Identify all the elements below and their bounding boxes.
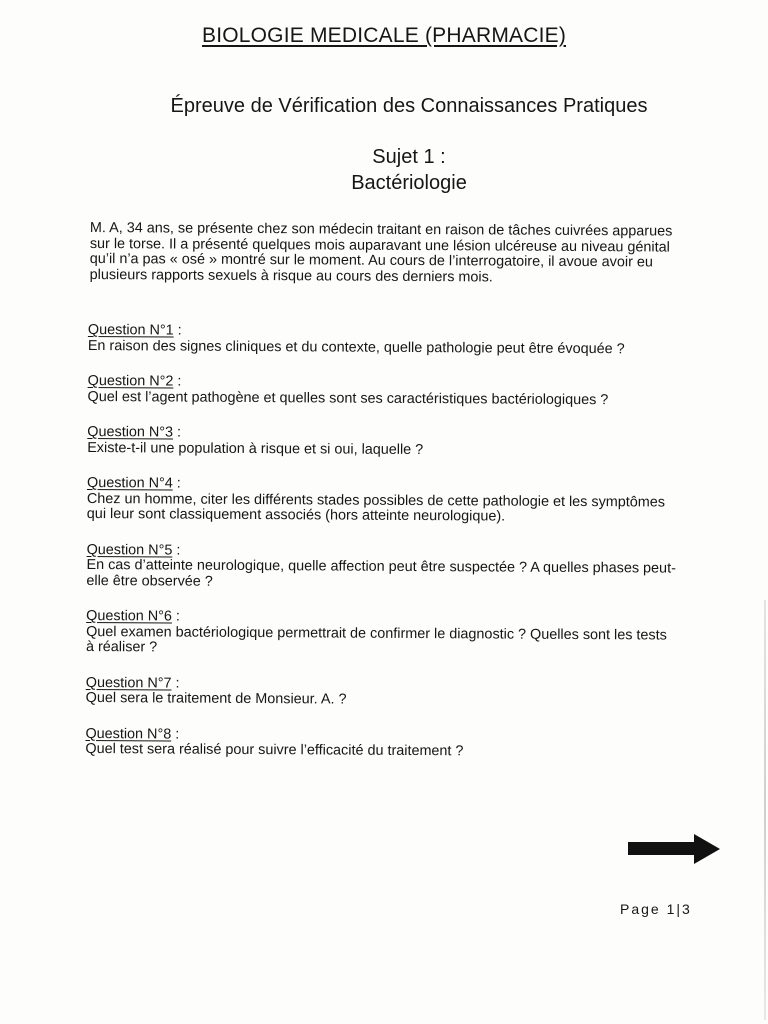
discipline-title: Bactériologie [351,172,467,194]
question-label: Question N°2 [87,372,174,390]
question-colon: : [172,475,181,492]
sujet-number: Sujet 1 : [372,146,446,168]
question-2 [87,374,727,409]
sujet-block [0,144,768,196]
scan-edge [764,600,766,1020]
question-text: Existe-t-il une population à risque et si oui, laquelle ? [87,439,424,458]
question-5 [86,542,726,592]
question-8 [85,726,725,761]
question-list [85,323,728,761]
question-text: Quel examen bactériologique permettrait de confirmer le diagnostic ? Quelles sont les tests [86,623,667,644]
question-label: Question N°6 [86,607,173,625]
question-text: Quel sera le traitement de Monsieur. A. ? [85,689,347,708]
question-colon: : [171,675,180,692]
intro-line: sur le torse. Il a présenté quelques mois auparavant une lésion ulcéreuse au niveau génital [89,235,670,256]
intro-line: qu’il n’a pas « osé » montré sur le moment. Au cours de l’interrogatoire, il avoue avoir eu [89,250,653,271]
intro-line: M. A, 34 ans, se présente chez son médecin traitant en raison de tâches cuivrées apparues [89,220,673,240]
question-label: Question N°3 [87,423,174,441]
question-text: qui leur sont classiquement associés (hors atteinte neurologique). [86,505,506,525]
question-label: Question N°8 [85,725,172,743]
question-1 [88,323,728,358]
question-6 [86,609,726,659]
question-colon: : [171,726,180,743]
question-label: Question N°7 [85,674,172,692]
question-colon: : [173,373,182,390]
arrow-right-icon [628,834,720,864]
question-text: Chez un homme, citer les différents stades possibles de cette pathologie et les symptômes [86,490,666,511]
question-text: En raison des signes cliniques et du contexte, quelle pathologie peut être évoquée ? [87,337,625,357]
document-header: BIOLOGIE MEDICALE (PHARMACIE) [201,24,567,47]
document-subtitle: Épreuve de Vérification des Connaissances Pratiques [170,95,648,117]
question-colon: : [173,322,182,339]
intro-line: plusieurs rapports sexuels à risque au cours des derniers mois. [89,266,493,285]
question-text: Quel est l’agent pathogène et quelles sont ses caractéristiques bactériologiques ? [87,388,609,408]
question-text: elle être observée ? [86,572,213,590]
question-label: Question N°1 [87,322,174,339]
question-colon: : [172,542,181,559]
question-text: Quel test sera réalisé pour suivre l’efficacité du traitement ? [85,740,464,760]
question-text: En cas d’atteinte neurologique, quelle affection peut être suspectée ? A quelles phases peut- [86,556,676,577]
question-colon: : [173,424,182,441]
case-description [90,221,730,287]
question-text: à réaliser ? [85,638,158,656]
question-label: Question N°5 [86,541,173,559]
page-number: Page 1|3 [620,901,692,917]
question-colon: : [171,608,181,625]
question-label: Question N°4 [86,474,173,492]
question-4 [87,476,727,526]
question-3 [87,425,727,460]
question-7 [86,675,726,710]
